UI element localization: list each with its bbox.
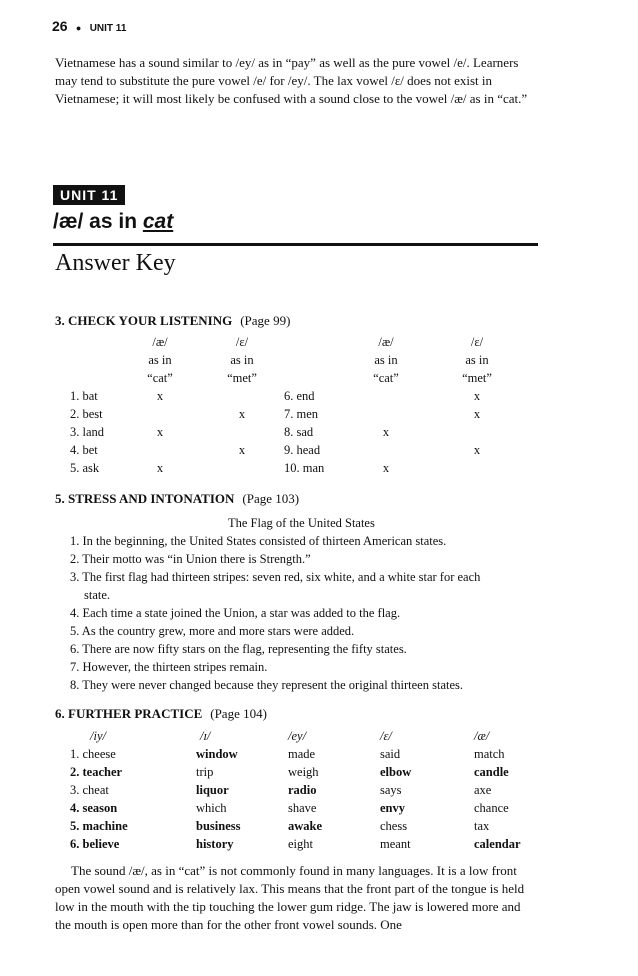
mark-ae: x (382, 425, 390, 439)
practice-word: trip (196, 765, 214, 779)
column-header-word: “cat” (373, 371, 399, 385)
practice-word: 5. machine (70, 819, 128, 833)
column-header-as-in: as in (465, 353, 489, 367)
practice-word: axe (474, 783, 492, 797)
stress-passage (70, 532, 550, 694)
practice-word: made (288, 747, 316, 761)
section6-title: 6. FURTHER PRACTICE (55, 706, 203, 721)
practice-word: which (196, 801, 227, 815)
listening-word: 2. best (70, 407, 103, 421)
listening-word: 9. head (284, 443, 321, 457)
bullet-icon: ● (75, 22, 82, 33)
column-header-word: “met” (462, 371, 492, 385)
practice-word: window (196, 747, 238, 761)
stress-line: 4. Each time a state joined the Union, a star was added to the flag. (70, 606, 401, 620)
listening-word: 1. bat (70, 389, 98, 403)
practice-word: business (196, 819, 241, 833)
section3-heading (55, 313, 290, 329)
mark-e: x (473, 407, 481, 421)
practice-word: calendar (474, 837, 521, 851)
practice-column-header: /ɛ/ (380, 729, 392, 743)
column-header-symbol: /ɛ/ (235, 335, 249, 349)
listening-word: 8. sad (284, 425, 314, 439)
listening-word: 6. end (284, 389, 315, 403)
practice-word: tax (474, 819, 490, 833)
practice-word: radio (288, 783, 317, 797)
intro-text: Vietnamese has a sound similar to /ey/ as in “pay” as well as the pure vowel /e/. Learners may tend to substitute the pure vowel /e/ for /ey/. The lax vowel /ɛ/ does not exist in Vietnamese; it will most likely be confused with a sound close to the vowel /æ/ as in “cat.” (55, 55, 528, 106)
mark-ae: x (156, 425, 164, 439)
practice-word: chess (380, 819, 408, 833)
column-header-symbol: /ɛ/ (470, 335, 484, 349)
section6-heading (55, 706, 267, 722)
practice-word: liquor (196, 783, 229, 797)
practice-word: 4. season (70, 801, 118, 815)
title-rule (53, 243, 538, 246)
stress-line: 7. However, the thirteen stripes remain. (70, 660, 268, 674)
section6-page: (Page 104) (210, 706, 267, 721)
section5-page: (Page 103) (242, 491, 300, 506)
section3-page: (Page 99) (240, 313, 291, 328)
intro-paragraph (55, 54, 535, 108)
mark-e: x (473, 443, 481, 457)
column-header-symbol: /æ/ (378, 335, 394, 349)
listening-word: 5. ask (70, 461, 100, 475)
listening-word: 7. men (284, 407, 319, 421)
practice-word: 1. cheese (70, 747, 116, 761)
section3-title: 3. CHECK YOUR LISTENING (55, 313, 233, 328)
unit-title (53, 210, 173, 234)
practice-word: history (196, 837, 234, 851)
practice-column-header: /ey/ (288, 729, 307, 743)
section5-heading (55, 491, 299, 507)
practice-word: meant (380, 837, 411, 851)
column-header-symbol: /æ/ (152, 335, 168, 349)
stress-line: 8. They were never changed because they represent the original thirteen states. (70, 678, 464, 692)
practice-word: says (380, 783, 402, 797)
practice-column-header: /ɪ/ (200, 729, 211, 743)
mark-e: x (238, 407, 246, 421)
practice-column-header: /æ/ (474, 729, 490, 743)
stress-line: 6. There are now fifty stars on the flag, representing the fifty states. (70, 642, 407, 656)
practice-word: 6. believe (70, 837, 120, 851)
listening-word: 10. man (284, 461, 325, 475)
column-header-word: “met” (227, 371, 257, 385)
unit-badge: UNIT 11 (53, 185, 125, 205)
stress-line: 2. Their motto was “in Union there is Strength.” (70, 552, 311, 566)
practice-word: envy (380, 801, 405, 815)
column-header-word: “cat” (147, 371, 173, 385)
column-header-as-in: as in (374, 353, 398, 367)
page-header (52, 18, 126, 34)
column-header-as-in: as in (148, 353, 172, 367)
listening-word: 4. bet (70, 443, 98, 457)
stress-line: 5. As the country grew, more and more stars were added. (70, 624, 355, 638)
section5-title: 5. STRESS AND INTONATION (55, 491, 235, 506)
practice-word: said (380, 747, 401, 761)
stress-line: state. (84, 588, 111, 602)
practice-word: 2. teacher (70, 765, 123, 779)
practice-column-header: /iy/ (90, 729, 106, 743)
mark-e: x (238, 443, 246, 457)
practice-word: candle (474, 765, 509, 779)
listening-word: 3. land (70, 425, 105, 439)
practice-word: chance (474, 801, 509, 815)
column-header-as-in: as in (230, 353, 254, 367)
page-number: 26 (52, 18, 68, 34)
running-unit-label: UNIT 11 (89, 23, 127, 34)
mark-e: x (473, 389, 481, 403)
mark-ae: x (382, 461, 390, 475)
answer-key-title: Answer Key (55, 250, 176, 276)
unit-title-word: cat (142, 210, 174, 233)
stress-passage-title: The Flag of the United States (228, 516, 375, 530)
practice-word: awake (288, 819, 323, 833)
practice-word: 3. cheat (70, 783, 109, 797)
practice-word: eight (288, 837, 313, 851)
practice-word: shave (288, 801, 317, 815)
stress-line: 1. In the beginning, the United States consisted of thirteen American states. (70, 534, 447, 548)
practice-word: weigh (288, 765, 319, 779)
unit-title-sound: /æ/ as in (53, 210, 143, 233)
stress-line: 3. The first flag had thirteen stripes: seven red, six white, and a white star for each (70, 570, 481, 584)
mark-ae: x (156, 461, 164, 475)
closing-paragraph: The sound /æ/, as in “cat” is not commonly found in many languages. It is a low front open vowel sound and is relatively lax. This means that the front part of the tongue is held low in the mouth with the tip touching the lower gum ridge. The jaw is lowered more and the mouth is open more than for the other front vowel sounds. One (55, 863, 525, 932)
practice-word: elbow (380, 765, 412, 779)
mark-ae: x (156, 389, 164, 403)
practice-word: match (474, 747, 505, 761)
